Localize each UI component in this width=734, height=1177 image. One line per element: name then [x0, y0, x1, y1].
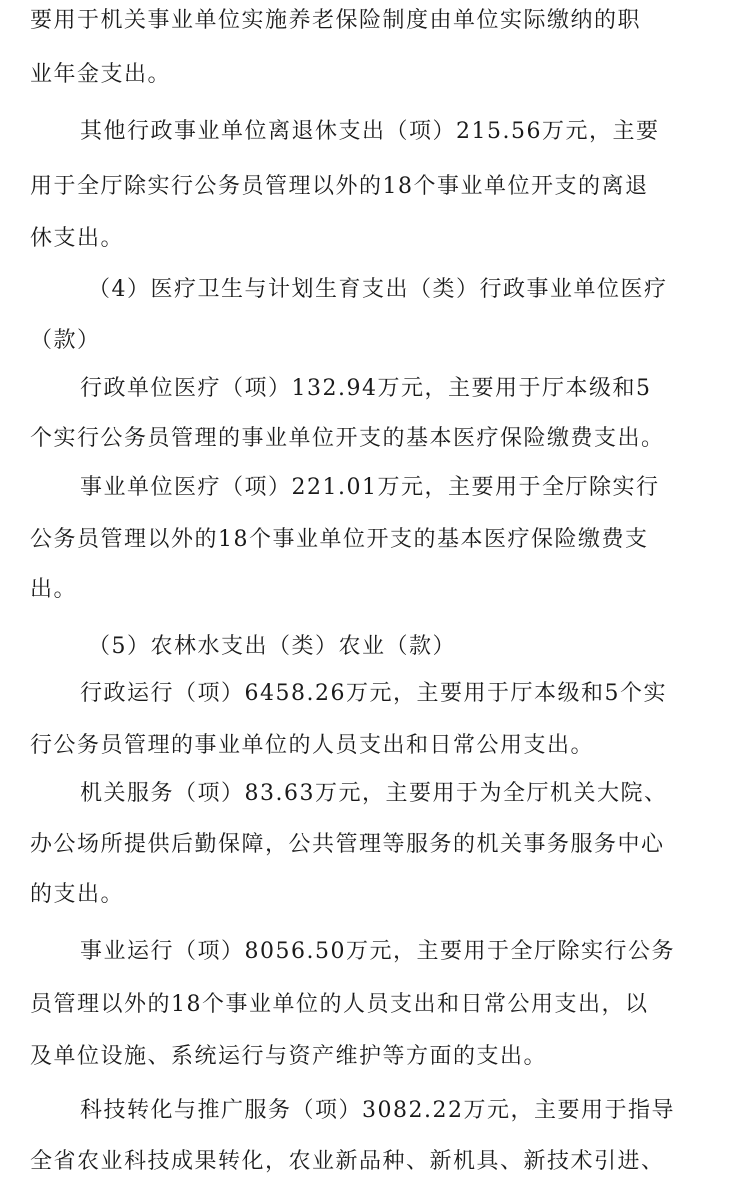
text-line: 出。 [30, 577, 78, 602]
text-line: 事业运行（项）8056.50万元，主要用于全厅除实行公务 [80, 939, 675, 964]
text-line: 事业单位医疗（项）221.01万元，主要用于全厅除实行 [80, 475, 660, 500]
text-line: 行公务员管理的事业单位的人员支出和日常公用支出。 [30, 733, 595, 758]
text-line: 其他行政事业单位离退休支出（项）215.56万元，主要 [80, 119, 660, 144]
text-line: 要用于机关事业单位实施养老保险制度由单位实际缴纳的职 [30, 8, 642, 33]
section-heading: （5）农林水支出（类）农业（款） [88, 634, 456, 659]
text-line: 用于全厅除实行公务员管理以外的18个事业单位开支的离退 [30, 174, 649, 199]
section-heading: （款） [30, 328, 101, 353]
text-line: 全省农业科技成果转化，农业新品种、新机具、新技术引进、 [30, 1149, 665, 1174]
text-line: 及单位设施、系统运行与资产维护等方面的支出。 [30, 1044, 548, 1069]
text-line: 个实行公务员管理的事业单位开支的基本医疗保险缴费支出。 [30, 426, 665, 451]
text-line: 员管理以外的18个事业单位的人员支出和日常公用支出，以 [30, 992, 649, 1017]
section-heading: （4）医疗卫生与计划生育支出（类）行政事业单位医疗 [88, 277, 668, 302]
text-line: 休支出。 [30, 226, 125, 251]
text-line: 机关服务（项）83.63万元，主要用于为全厅机关大院、 [80, 781, 668, 806]
text-line: 办公场所提供后勤保障，公共管理等服务的机关事务服务中心 [30, 832, 665, 857]
text-line: 公务员管理以外的18个事业单位开支的基本医疗保险缴费支 [30, 527, 649, 552]
text-line: 行政单位医疗（项）132.94万元，主要用于厅本级和5 [80, 376, 652, 401]
text-line: 科技转化与推广服务（项）3082.22万元，主要用于指导 [80, 1098, 675, 1123]
text-line: 的支出。 [30, 882, 125, 907]
text-line: 行政运行（项）6458.26万元，主要用于厅本级和5个实 [80, 681, 667, 706]
text-line: 业年金支出。 [30, 62, 172, 87]
